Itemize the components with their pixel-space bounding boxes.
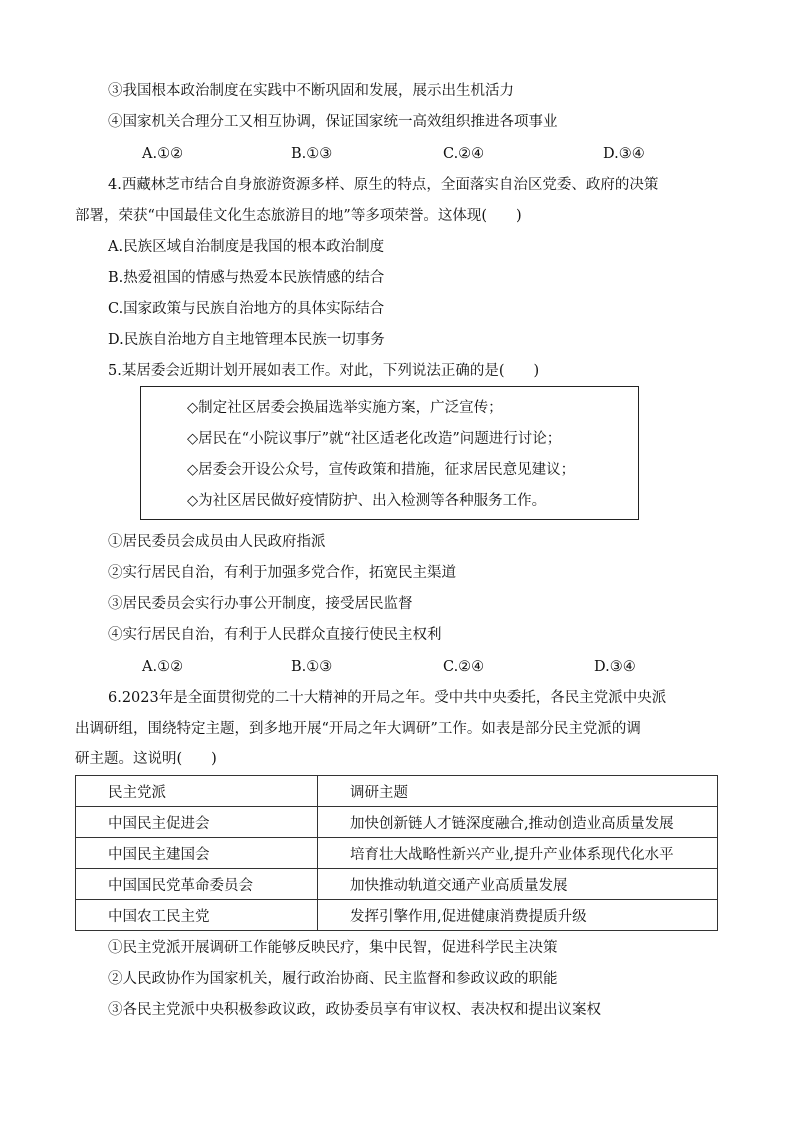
q6-statement-2: ②人民政协作为国家机关，履行政治协商、民主监督和参政议政的职能 — [108, 971, 558, 987]
q5-box-item-4: ◇为社区居民做好疫情防护、出入检测等各种服务工作。 — [187, 493, 547, 509]
q5-work-plan-box — [140, 386, 639, 520]
table-header-row — [76, 776, 718, 807]
q5-option-c: C.②④ — [443, 659, 485, 675]
q3-option-a: A.①② — [142, 146, 184, 162]
table-header-topic: 调研主题 — [318, 776, 718, 807]
q5-box-item-3: ◇居委会开设公众号，宣传政策和措施，征求居民意见建议； — [187, 462, 576, 478]
q6-stem-line-3: 研主题。这说明( ) — [75, 751, 217, 767]
q3-option-d: D.③④ — [603, 146, 645, 162]
q6-statement-3: ③各民主党派中央积极参政议政，政协委员享有审议权、表决权和提出议案权 — [108, 1002, 601, 1018]
q5-statement-1: ①居民委员会成员由人民政府指派 — [108, 534, 326, 550]
table-row — [76, 807, 718, 838]
table-cell-party: 中国民主建国会 — [76, 838, 318, 869]
q5-option-d: D.③④ — [594, 659, 636, 675]
q5-statement-3: ③居民委员会实行办事公开制度，接受居民监督 — [108, 596, 413, 612]
q5-stem: 5.某居委会近期计划开展如表工作。对此，下列说法正确的是( ) — [108, 363, 540, 379]
q4-stem-line-1: 4.西藏林芝市结合自身旅游资源多样、原生的特点，全面落实自治区党委、政府的决策 — [108, 177, 659, 193]
table-header-party: 民主党派 — [76, 776, 318, 807]
q3-option-b: B.①③ — [291, 146, 333, 162]
q3-statement-3: ③我国根本政治制度在实践中不断巩固和发展，展示出生机活力 — [108, 83, 514, 99]
q5-option-b: B.①③ — [291, 659, 333, 675]
table-cell-topic: 培育壮大战略性新兴产业,提升产业体系现代化水平 — [318, 838, 718, 869]
q4-stem-line-2: 部署，荣获“中国最佳文化生态旅游目的地”等多项荣誉。这体现( ) — [75, 208, 522, 224]
table-cell-party: 中国民主促进会 — [76, 807, 318, 838]
q5-box-item-1: ◇制定社区居委会换届选举实施方案，广泛宣传； — [187, 400, 503, 416]
table-cell-topic: 加快推动轨道交通产业高质量发展 — [318, 869, 718, 900]
q4-option-d: D.民族自治地方自主地管理本民族一切事务 — [108, 332, 385, 348]
table-cell-topic: 加快创新链人才链深度融合,推动创造业高质量发展 — [318, 807, 718, 838]
q4-option-c: C.国家政策与民族自治地方的具体实际结合 — [108, 301, 385, 317]
q3-statement-4: ④国家机关合理分工又相互协调，保证国家统一高效组织推进各项事业 — [108, 114, 558, 130]
table-row — [76, 869, 718, 900]
q6-statement-1: ①民主党派开展调研工作能够反映民疗，集中民智，促进科学民主决策 — [108, 940, 558, 956]
q5-statement-2: ②实行居民自治，有利于加强多党合作，拓宽民主渠道 — [108, 565, 456, 581]
q6-survey-table — [75, 775, 718, 931]
table-cell-party: 中国国民党革命委员会 — [76, 869, 318, 900]
q6-stem-line-2: 出调研组，围绕特定主题，到多地开展“开局之年大调研”工作。如表是部分民主党派的调 — [75, 721, 641, 737]
table-cell-party: 中国农工民主党 — [76, 900, 318, 931]
q6-stem-line-1: 6.2023年是全面贯彻党的二十大精神的开局之年。受中共中央委托，各民主党派中央派 — [108, 690, 667, 706]
table-cell-topic: 发挥引擎作用,促进健康消费提质升级 — [318, 900, 718, 931]
q5-statement-4: ④实行居民自治，有利于人民群众直接行使民主权利 — [108, 627, 442, 643]
q4-option-a: A.民族区域自治制度是我国的根本政治制度 — [108, 239, 385, 255]
q5-option-a: A.①② — [142, 659, 184, 675]
q5-box-item-2: ◇居民在“小院议事厅”就“社区适老化改造”问题进行讨论； — [187, 431, 562, 447]
q4-option-b: B.热爱祖国的情感与热爱本民族情感的结合 — [108, 270, 385, 286]
q3-option-c: C.②④ — [443, 146, 485, 162]
table-row — [76, 900, 718, 931]
table-row — [76, 838, 718, 869]
